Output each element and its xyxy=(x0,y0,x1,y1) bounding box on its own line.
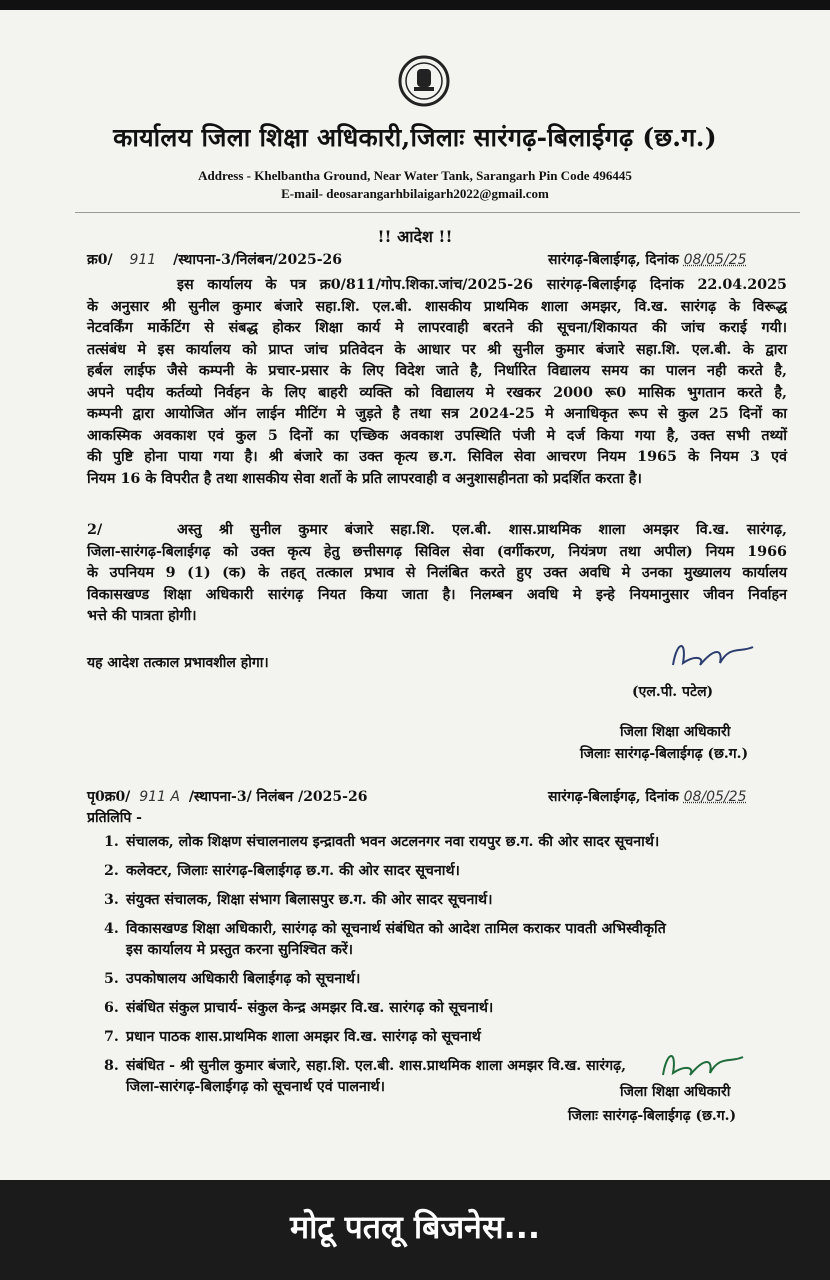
signature-icon xyxy=(665,635,760,675)
para2-line: के उपनियम 9 (1) (क) के तहत् तत्काल प्रभाव से निलंबित करते हुए उक्त अवधि मे उनका मुख्यालय कार्यालय xyxy=(87,565,787,581)
order-paragraph-1 xyxy=(87,275,787,490)
endorsement-place-date xyxy=(548,787,747,806)
office-title: कार्यालय जिला शिक्षा अधिकारी,जिलाः सारंगढ़-बिलाईगढ़ (छ.ग.) xyxy=(113,123,717,152)
signatory-name: (एल.पी. पटेल) xyxy=(632,684,714,700)
effective-note: यह आदेश तत्काल प्रभावशील होगा। xyxy=(87,655,269,671)
endorse-number: 911 A xyxy=(139,789,180,805)
order-paragraph-2 xyxy=(87,520,787,628)
order-reference xyxy=(87,250,342,269)
list-item: 7. प्रधान पाठक शास.प्राथमिक शाला अमझर वि.ख. सारंगढ़ को सूचनार्थ xyxy=(104,1029,481,1045)
list-item: 6. संबंधित संकुल प्राचार्य- संकुल केन्द्र अमझर वि.ख. सारंगढ़ को सूचनार्थ। xyxy=(104,1000,494,1016)
place-date-label: सारंगढ़-बिलाईगढ़, दिनांक xyxy=(548,252,679,268)
para1-line: अपने पदीय कर्तव्यो निर्वहन के लिए बाहरी व्यक्ति को विद्यालय मे रखकर 2000 रू0 मासिक भुगतान करते है, xyxy=(87,384,787,401)
caption-text: मोटू पतलू बिजनेस... xyxy=(289,1208,541,1246)
para2-line: विकासखण्ड शिक्षा अधिकारी सारंगढ़ नियत किया जाता है। निलम्बन अवधि मे इन्हे नियमानुसार जीवन निर्वाहन xyxy=(87,586,787,603)
endorse-prefix: पृ0क्र0/ xyxy=(87,789,131,805)
endorse-signatory-district: जिलाः सारंगढ़-बिलाईगढ़ (छ.ग.) xyxy=(568,1108,737,1124)
para1-line: आकस्मिक अवकाश एवं कुल 5 दिनों का एच्छिक अवकाश उपस्थिति पंजी मे दर्ज किया गया है, उक्त सभी तथ्यों xyxy=(87,427,787,444)
para1-line: तत्संबंध मे इस कार्यालय को प्राप्त जांच प्रतिवेदन के आधार पर श्री सुनील कुमार बंजारे सहा.शि. एल.बी. के द्वारा xyxy=(87,341,787,358)
para1-line: इस कार्यालय के पत्र क्र0/811/गोप.शिका.जांच/2025-26 सारंगढ़-बिलाईगढ़ दिनांक 22.04.2025 xyxy=(177,277,787,293)
para1-line: के अनुसार श्री सुनील कुमार बंजारे सहा.शि. एल.बी. शासकीय प्राथमिक शाला अमझर, वि.ख. सारंगढ़ के विरूद्ध xyxy=(87,298,787,315)
order-place-date xyxy=(548,250,747,269)
list-item: 8. संबंधित - श्री सुनील कुमार बंजारे, सहा.शि. एल.बी. शास.प्राथमिक शाला अमझर वि.ख. सारंगढ़, जिला-सारंगढ़-बिलाईगढ़ को सूचनार्थ एवं पालनार्थ। xyxy=(104,1058,627,1095)
list-item: 4. विकासखण्ड शिक्षा अधिकारी, सारंगढ़ को सूचनार्थ संबंधित को आदेश तामिल कराकर पावती अभिस्वीकृति इस कार्यालय मे प्रस्तुत करना सुनिश्चित करें। xyxy=(104,921,666,958)
signatory-title: जिला शिक्षा अधिकारी xyxy=(620,724,731,740)
endorse-place-label: सारंगढ़-बिलाईगढ़, दिनांक xyxy=(548,789,679,805)
endorse-suffix: /स्थापना-3/ निलंबन /2025-26 xyxy=(188,789,368,805)
document-page xyxy=(0,10,830,1180)
para1-line: की पुष्टि होना पाया गया है। श्री बंजारे का उक्त कृत्य छ.ग. सिविल सेवा आचरण नियम 1965 के नियम 3 एवं xyxy=(87,449,787,465)
ref-number: 911 xyxy=(129,252,157,268)
para1-line: कम्पनी द्वारा आयोजित ऑन लाईन मीटिंग मे जुड़ते है तथा सत्र 2024-25 मे अनाधिकृत रूप से कुल 25 दिनों का xyxy=(87,406,787,422)
order-heading: !! आदेश !! xyxy=(377,227,453,246)
state-emblem-icon xyxy=(398,55,450,107)
office-email: E-mail- deosarangarhbilaigarh2022@gmail.com xyxy=(281,186,549,201)
para1-line: नियम 16 के विपरीत है तथा शासकीय सेवा शर्तो के प्रति लापरवाही व अनुशासहीनता को प्रदर्शित करता है। xyxy=(87,470,642,487)
order-date: 08/05/25 xyxy=(683,252,747,268)
list-item: 3. संयुक्त संचालक, शिक्षा संभाग बिलासपुर छ.ग. की ओर सादर सूचनार्थ। xyxy=(104,892,493,908)
para2-line: अस्तु श्री सुनील कुमार बंजारे सहा.शि. एल.बी. शास.प्राथमिक शाला अमझर वि.ख. सारंगढ़, xyxy=(177,522,787,538)
para2-line: जिला-सारंगढ़-बिलाईगढ़ को उक्त कृत्य हेतु छत्तीसगढ़ सिविल सेवा (वर्गीकरण, नियंत्रण तथा अपील) नियम 1966 xyxy=(87,543,787,560)
para1-line: हर्बल लाईफ जैसे कम्पनी के प्रचार-प्रसार के लिए विदेश जाते है, निर्धारित विद्यालय समय का पालन नही करते है, xyxy=(87,363,787,379)
top-bar xyxy=(0,0,830,10)
list-item: 1. संचालक, लोक शिक्षण संचालनालय इन्द्रावती भवन अटलनगर नवा रायपुर छ.ग. की ओर सादर सूचनार्थ। xyxy=(104,834,660,850)
para2-line: भत्ते की पात्रता होगी। xyxy=(87,608,197,624)
ref-prefix: क्र0/ xyxy=(87,252,113,268)
para2-number: 2/ xyxy=(87,522,103,538)
signatory-district: जिलाः सारंगढ़-बिलाईगढ़ (छ.ग.) xyxy=(580,746,749,762)
office-address: Address - Khelbantha Ground, Near Water Tank, Sarangarh Pin Code 496445 xyxy=(198,168,632,183)
endorsement-reference xyxy=(87,787,367,806)
endorse-date: 08/05/25 xyxy=(683,789,747,805)
ref-suffix: /स्थापना-3/निलंबन/2025-26 xyxy=(173,252,342,268)
copy-label: प्रतिलिपि - xyxy=(87,810,142,826)
list-item: 2. कलेक्टर, जिलाः सारंगढ़-बिलाईगढ़ छ.ग. की ओर सादर सूचनार्थ। xyxy=(104,863,460,879)
endorse-signatory-title: जिला शिक्षा अधिकारी xyxy=(620,1084,731,1100)
para1-line: नेटवर्किंग मार्केटिंग से संबद्ध होकर शिक्षा कार्य मे लापरवाही बरतने की सूचना/शिकायत की जांच कराई गयी। xyxy=(87,320,787,336)
para2-first-line xyxy=(87,520,787,542)
header-divider xyxy=(75,212,800,213)
list-item: 5. उपकोषालय अधिकारी बिलाईगढ़ को सूचनार्थ। xyxy=(104,971,361,987)
signature-icon xyxy=(655,1045,750,1085)
